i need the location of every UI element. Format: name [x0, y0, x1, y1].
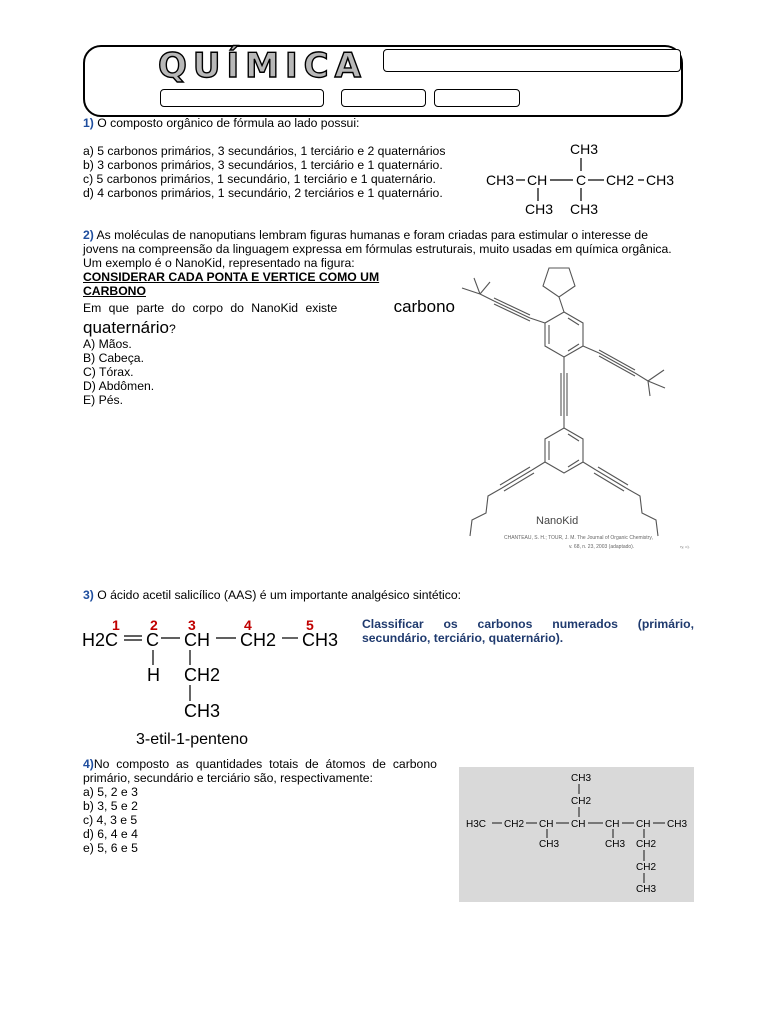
q4-option-a: a) 5, 2 e 3 — [83, 785, 138, 799]
q3-number-4: 4 — [244, 617, 252, 633]
q4-chain-6: CH — [636, 819, 651, 830]
student-field[interactable] — [160, 89, 324, 107]
q1-structural-formula — [480, 136, 690, 222]
q4-text-1: No composto as quantidades totais de átomos de carbono — [93, 757, 437, 771]
nanokid-right-leg-alkyne — [594, 473, 624, 491]
q3-chain-2: C — [146, 630, 159, 650]
nanokid-credit-side: ry, o). — [680, 544, 690, 549]
nanokid-left-arm-alkyne — [494, 301, 530, 318]
nanokid-bond — [532, 462, 545, 470]
q2-instruction-2: CARBONO — [83, 284, 146, 298]
q1-option-b: b) 3 carbonos primários, 3 secundários, 1 terciário e 1 quaternário. — [83, 158, 443, 172]
q1-bottom-right-ch3: CH3 — [570, 201, 599, 217]
q3-prompt — [83, 588, 461, 602]
nanokid-right-arm-alkyne — [599, 356, 635, 376]
q4-number: 4) — [83, 757, 94, 771]
nanokid-bond — [559, 297, 564, 312]
nanokid-left-hand — [480, 282, 490, 294]
q3-chain-1: H2C — [82, 630, 119, 650]
nanokid-label: NanoKid — [536, 515, 579, 527]
q4-structural-formula — [459, 767, 694, 902]
q4-right-ch3: CH3 — [636, 884, 657, 895]
q2-question-line1 — [83, 297, 455, 316]
q1-prompt — [83, 116, 359, 130]
q1-top-ch3: CH3 — [570, 141, 599, 157]
q1-bottom-left-ch3: CH3 — [525, 201, 554, 217]
q2-option-b: B) Cabeça. — [83, 351, 144, 365]
nanokid-head-ring — [543, 268, 575, 297]
nanokid-right-arm-alkyne — [599, 353, 635, 373]
nanokid-bond — [568, 460, 579, 467]
q3-classify-instruction: Classificar os carbonos numerados (primário, secundário, terciário, quaternário). — [362, 617, 694, 645]
q4-below-ch3-2: CH3 — [605, 839, 626, 850]
nanokid-credit-1: CHANTEAU, S. H.; TOUR, J. M. The Journal of Organic Chemistry, — [504, 535, 653, 541]
class-field[interactable] — [341, 89, 426, 107]
nanokid-right-hand — [648, 381, 665, 388]
q1-text: O composto orgânico de fórmula ao lado possui: — [93, 116, 360, 130]
q1-chain-4: CH2 — [606, 172, 635, 188]
q1-chain-3: C — [576, 172, 587, 188]
nanokid-left-hand — [474, 278, 480, 294]
q1-chain-1: CH3 — [486, 172, 515, 188]
q3-branch-h: H — [147, 665, 160, 685]
q4-chain-7: CH3 — [667, 819, 688, 830]
nanokid-right-arm-alkyne — [599, 350, 635, 370]
q4-below-ch3-1: CH3 — [539, 839, 560, 850]
nanokid-left-leg-alkyne — [504, 473, 534, 491]
q4-option-d: d) 6, 4 e 4 — [83, 827, 138, 841]
q2-question-end: ? — [169, 322, 176, 336]
page-title: QUÍMICA — [158, 46, 367, 86]
nanokid-bond — [583, 346, 599, 353]
q1-chain-5: CH3 — [646, 172, 675, 188]
nanokid-left-leg-alkyne — [500, 467, 530, 485]
q4-top-ch3: CH3 — [571, 773, 592, 784]
nanokid-right-hand — [648, 381, 650, 396]
q4-prompt-line1 — [83, 757, 448, 771]
q4-right-ch2-1: CH2 — [636, 839, 657, 850]
q1-number: 1) — [83, 116, 94, 130]
q4-top-ch2: CH2 — [571, 796, 592, 807]
q1-chain-2: CH — [527, 172, 548, 188]
nanokid-credit-2: v. 68, n. 23, 2003 (adaptado). — [569, 544, 635, 550]
nanokid-lower-ring — [545, 428, 583, 473]
nanokid-figure — [450, 258, 690, 563]
q2-question-big1: carbono — [393, 297, 455, 316]
nanokid-right-hand — [648, 370, 664, 381]
q2-prompt-line3: Um exemplo é o NanoKid, representado na figura: — [83, 256, 355, 270]
q2-number: 2) — [83, 228, 94, 242]
q1-option-a: a) 5 carbonos primários, 3 secundários, 1 terciário e 2 quaternários — [83, 144, 446, 158]
nanokid-bond — [635, 373, 648, 381]
q4-chain-4: CH — [571, 819, 586, 830]
q1-option-c: c) 5 carbonos primários, 1 secundário, 1 terciário e 1 quaternário. — [83, 172, 436, 186]
q3-number-5: 5 — [306, 617, 314, 633]
nanokid-right-leg-alkyne — [596, 470, 626, 488]
q2-option-a: A) Mãos. — [83, 337, 132, 351]
q2-question-line2 — [83, 318, 176, 337]
q3-number: 3) — [83, 588, 94, 602]
q4-prompt-line2: primário, secundário e terciário são, respectivamente: — [83, 771, 373, 785]
q3-text: O ácido acetil salicílico (AAS) é um importante analgésico sintético: — [93, 588, 461, 602]
nanokid-left-leg-alkyne — [502, 470, 532, 488]
q4-option-b: b) 3, 5 e 2 — [83, 799, 138, 813]
nanokid-bond — [568, 434, 579, 441]
q4-chain-5: CH — [605, 819, 620, 830]
q4-option-c: c) 4, 3 e 5 — [83, 813, 138, 827]
nanokid-bond — [530, 318, 545, 323]
q3-chain-3: CH — [184, 630, 210, 650]
name-field[interactable] — [383, 49, 681, 72]
q3-number-3: 3 — [188, 617, 196, 633]
q2-text-1: As moléculas de nanoputians lembram figuras humanas e foram criadas para estimular o interesse de — [93, 228, 648, 242]
nanokid-upper-ring — [545, 312, 583, 357]
q2-prompt-line1 — [83, 228, 648, 242]
q2-instruction-1: CONSIDERAR CADA PONTA E VERTICE COMO UM — [83, 270, 380, 284]
q3-branch-ch3: CH3 — [184, 701, 221, 721]
nanokid-right-foot — [626, 488, 658, 536]
q3-number-1: 1 — [112, 617, 120, 633]
q3-chain-4: CH2 — [240, 630, 277, 650]
q2-prompt-line2: jovens na compreensão da linguagem expressa em fórmulas estruturais, muito usadas em química orgânica. — [83, 242, 672, 256]
q2-option-c: C) Tórax. — [83, 365, 134, 379]
q3-structural-formula — [80, 612, 355, 750]
nanokid-bond — [583, 462, 596, 470]
q2-option-d: D) Abdômen. — [83, 379, 155, 393]
q4-right-ch2-2: CH2 — [636, 862, 657, 873]
nanokid-bond — [568, 344, 579, 351]
nanokid-bond — [480, 294, 494, 301]
nanokid-left-hand — [462, 288, 480, 294]
q4-chain-1: H3C — [466, 819, 487, 830]
nanokid-structure — [462, 268, 665, 536]
q2-option-e: E) Pés. — [83, 393, 123, 407]
nanokid-right-leg-alkyne — [598, 467, 628, 485]
q4-chain-3: CH — [539, 819, 554, 830]
nanokid-left-foot — [470, 488, 502, 536]
q2-question-text: Em que parte do corpo do NanoKid existe — [83, 301, 338, 315]
q3-chain-5: CH3 — [302, 630, 339, 650]
date-field[interactable] — [434, 89, 520, 107]
q3-number-2: 2 — [150, 617, 158, 633]
q4-option-e: e) 5, 6 e 5 — [83, 841, 138, 855]
q3-branch-ch2: CH2 — [184, 665, 221, 685]
q3-compound-name: 3-etil-1-penteno — [136, 731, 249, 748]
nanokid-bond — [568, 318, 579, 325]
q2-question-big2: quaternário — [83, 318, 170, 337]
q1-option-d: d) 4 carbonos primários, 1 secundário, 2 terciários e 1 quaternário. — [83, 186, 443, 200]
q4-chain-2: CH2 — [504, 819, 525, 830]
